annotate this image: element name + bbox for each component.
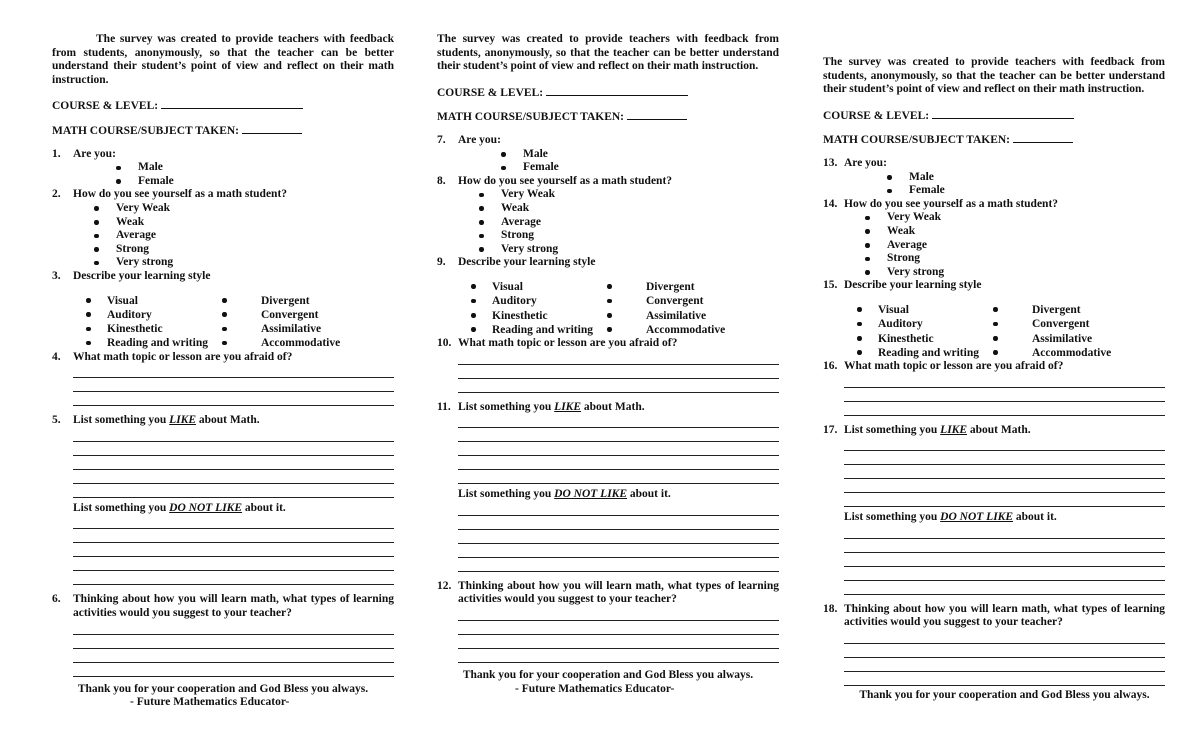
answer-line[interactable] — [73, 428, 394, 442]
course-level-blank[interactable] — [546, 85, 688, 96]
dislike-prefix: List something you — [73, 501, 170, 514]
question-activities — [52, 593, 394, 620]
option-very-strong[interactable]: Very strong — [823, 266, 1165, 280]
answer-line[interactable] — [458, 649, 779, 663]
like-word: LIKE — [940, 423, 968, 436]
style-options-left — [823, 303, 989, 360]
answer-lines — [458, 502, 779, 572]
like-suffix: about Math. — [581, 400, 645, 413]
question-text: What math topic or lesson are you afraid of? — [73, 350, 293, 363]
option-visual[interactable]: Visual — [52, 294, 218, 308]
question-afraid-topic — [437, 337, 779, 351]
option-divergent[interactable]: Divergent — [989, 303, 1149, 317]
learning-style-options — [52, 294, 394, 351]
course-level-label: COURSE & LEVEL: — [52, 100, 159, 113]
answer-line[interactable] — [73, 470, 394, 484]
option-kinesthetic[interactable]: Kinesthetic — [823, 332, 989, 346]
answer-line[interactable] — [73, 621, 394, 635]
course-level-label: COURSE & LEVEL: — [823, 109, 930, 122]
course-level-field — [823, 108, 1165, 124]
question-gender — [52, 148, 394, 162]
answer-line[interactable] — [458, 414, 779, 428]
survey-column-1 — [52, 33, 394, 710]
answer-line[interactable] — [844, 493, 1165, 507]
answer-lines — [844, 630, 1165, 686]
question-text: Describe your learning style — [458, 256, 596, 269]
gender-options — [823, 171, 1165, 198]
option-strong[interactable]: Strong — [437, 229, 779, 243]
question-dislike — [437, 488, 779, 502]
question-number: 2. — [52, 188, 61, 201]
question-learning-style — [437, 256, 779, 270]
question-learning-style — [52, 270, 394, 284]
question-number: 4. — [52, 350, 61, 363]
gender-options — [437, 148, 779, 175]
answer-lines — [458, 607, 779, 663]
style-options-right — [603, 280, 763, 337]
subject-label: MATH COURSE/SUBJECT TAKEN: — [52, 124, 240, 137]
question-dislike — [823, 511, 1165, 525]
survey-column-2 — [437, 33, 779, 696]
question-self-view — [823, 198, 1165, 212]
question-afraid-topic — [823, 360, 1165, 374]
answer-line[interactable] — [458, 428, 779, 442]
option-visual[interactable]: Visual — [437, 280, 603, 294]
option-auditory[interactable]: Auditory — [52, 308, 218, 322]
option-very-weak[interactable]: Very Weak — [52, 202, 394, 216]
option-strong[interactable]: Strong — [823, 252, 1165, 266]
question-afraid-topic — [52, 351, 394, 365]
question-dislike — [52, 502, 394, 516]
answer-line[interactable] — [73, 364, 394, 378]
question-number: 10. — [437, 337, 452, 350]
answer-line[interactable] — [458, 621, 779, 635]
answer-line[interactable] — [458, 442, 779, 456]
option-divergent[interactable]: Divergent — [603, 280, 763, 294]
survey-intro: The survey was created to provide teachers with feedback from students, anonymously, so that the teacher can be better understand their student’s point of view and reflect on their math instruction. — [437, 33, 779, 73]
option-reading-writing[interactable]: Reading and writing — [52, 336, 218, 350]
question-text: Thinking about how you will learn math, what types of learning activities would you suggest to your teacher? — [844, 602, 1165, 629]
question-number: 9. — [437, 256, 446, 269]
answer-line[interactable] — [73, 663, 394, 677]
course-level-label: COURSE & LEVEL: — [437, 86, 544, 99]
option-convergent[interactable]: Convergent — [989, 317, 1149, 331]
answer-line[interactable] — [844, 539, 1165, 553]
question-self-view — [437, 175, 779, 189]
question-number: 1. — [52, 147, 61, 160]
thanks-message: Thank you for your cooperation and God Bless you always. — [859, 689, 1150, 702]
question-text: Thinking about how you will learn math, what types of learning activities would you suggest to your teacher? — [73, 593, 394, 620]
answer-lines — [73, 621, 394, 677]
question-number: 3. — [52, 269, 61, 282]
style-options-left — [437, 280, 603, 337]
answer-line[interactable] — [73, 649, 394, 663]
survey-intro: The survey was created to provide teachers with feedback from students, anonymously, so that the teacher can be better understand their student’s point of view and reflect on their math instruction. — [52, 33, 394, 86]
answer-line[interactable] — [458, 530, 779, 544]
question-learning-style — [823, 279, 1165, 293]
signature: - Future Mathematics Educator- — [130, 696, 290, 709]
subject-field — [437, 109, 779, 125]
question-number: 18. — [823, 602, 838, 615]
question-number: 8. — [437, 174, 446, 187]
option-convergent[interactable]: Convergent — [218, 308, 378, 322]
question-number: 5. — [52, 414, 61, 427]
answer-line[interactable] — [458, 351, 779, 365]
survey-intro: The survey was created to provide teachers with feedback from students, anonymously, so that the teacher can be better understand their student’s point of view and reflect on their math instruction. — [823, 56, 1165, 96]
question-text: How do you see yourself as a math student? — [844, 197, 1059, 210]
question-text: How do you see yourself as a math student? — [73, 188, 288, 201]
subject-blank[interactable] — [627, 109, 687, 120]
self-view-options — [823, 211, 1165, 279]
subject-blank[interactable] — [1013, 132, 1073, 143]
option-male[interactable]: Male — [823, 171, 1165, 185]
course-level-field — [437, 85, 779, 101]
option-convergent[interactable]: Convergent — [603, 294, 763, 308]
answer-line[interactable] — [844, 553, 1165, 567]
question-number: 13. — [823, 156, 838, 169]
answer-line[interactable] — [458, 516, 779, 530]
option-weak[interactable]: Weak — [823, 225, 1165, 239]
answer-line[interactable] — [844, 479, 1165, 493]
answer-line[interactable] — [458, 635, 779, 649]
option-accommodative[interactable]: Accommodative — [218, 336, 378, 350]
answer-line[interactable] — [458, 365, 779, 379]
question-text: Thinking about how you will learn math, what types of learning activities would you suggest to your teacher? — [458, 579, 779, 606]
answer-line[interactable] — [73, 635, 394, 649]
answer-line[interactable] — [73, 456, 394, 470]
answer-line[interactable] — [844, 374, 1165, 388]
question-number: 11. — [437, 400, 451, 413]
subject-label: MATH COURSE/SUBJECT TAKEN: — [437, 111, 625, 124]
like-prefix: List something you — [73, 414, 170, 427]
option-average[interactable]: Average — [52, 229, 394, 243]
option-average[interactable]: Average — [437, 216, 779, 230]
answer-line[interactable] — [458, 544, 779, 558]
dislike-prefix: List something you — [458, 488, 555, 501]
option-kinesthetic[interactable]: Kinesthetic — [437, 309, 603, 323]
option-very-strong[interactable]: Very strong — [52, 256, 394, 270]
answer-line[interactable] — [73, 571, 394, 585]
answer-line[interactable] — [458, 607, 779, 621]
answer-line[interactable] — [73, 442, 394, 456]
learning-style-options — [437, 280, 779, 337]
question-self-view — [52, 188, 394, 202]
answer-lines — [844, 437, 1165, 507]
option-auditory[interactable]: Auditory — [437, 294, 603, 308]
like-word: LIKE — [554, 400, 582, 413]
answer-lines — [458, 351, 779, 393]
dislike-word: DO NOT LIKE — [554, 488, 628, 501]
question-text: What math topic or lesson are you afraid of? — [458, 337, 678, 350]
like-word: LIKE — [169, 414, 197, 427]
gender-options — [52, 161, 394, 188]
answer-line[interactable] — [73, 484, 394, 498]
option-female[interactable]: Female — [437, 161, 779, 175]
option-average[interactable]: Average — [823, 239, 1165, 253]
option-male[interactable]: Male — [52, 161, 394, 175]
dislike-word: DO NOT LIKE — [169, 501, 243, 514]
answer-line[interactable] — [458, 470, 779, 484]
option-visual[interactable]: Visual — [823, 303, 989, 317]
like-prefix: List something you — [458, 400, 555, 413]
question-text: How do you see yourself as a math student? — [458, 174, 673, 187]
option-male[interactable]: Male — [437, 148, 779, 162]
answer-lines — [73, 428, 394, 498]
question-number: 14. — [823, 197, 838, 210]
option-very-weak[interactable]: Very Weak — [437, 188, 779, 202]
answer-line[interactable] — [73, 378, 394, 392]
question-activities — [437, 580, 779, 607]
subject-blank[interactable] — [242, 123, 302, 134]
answer-line[interactable] — [844, 465, 1165, 479]
question-text: Are you: — [458, 133, 501, 146]
option-reading-writing[interactable]: Reading and writing — [437, 323, 603, 337]
like-prefix: List something you — [844, 423, 941, 436]
option-assimilative[interactable]: Assimilative — [603, 309, 763, 323]
option-assimilative[interactable]: Assimilative — [218, 322, 378, 336]
answer-line[interactable] — [458, 456, 779, 470]
like-suffix: about Math. — [967, 423, 1031, 436]
question-text: Are you: — [73, 147, 116, 160]
course-level-blank[interactable] — [932, 108, 1074, 119]
signature: - Future Mathematics Educator- — [515, 682, 675, 695]
answer-line[interactable] — [73, 557, 394, 571]
answer-line[interactable] — [844, 630, 1165, 644]
subject-field — [52, 123, 394, 139]
question-text: Describe your learning style — [73, 269, 211, 282]
course-level-blank[interactable] — [161, 98, 303, 109]
question-like — [437, 401, 779, 415]
answer-line[interactable] — [844, 402, 1165, 416]
question-number: 16. — [823, 360, 838, 373]
answer-line[interactable] — [844, 388, 1165, 402]
question-text: Describe your learning style — [844, 279, 982, 292]
option-strong[interactable]: Strong — [52, 243, 394, 257]
option-very-weak[interactable]: Very Weak — [823, 211, 1165, 225]
answer-lines — [844, 525, 1165, 595]
answer-line[interactable] — [844, 437, 1165, 451]
self-view-options — [52, 202, 394, 270]
answer-line[interactable] — [73, 515, 394, 529]
subject-label: MATH COURSE/SUBJECT TAKEN: — [823, 134, 1011, 147]
option-reading-writing[interactable]: Reading and writing — [823, 346, 989, 360]
answer-line[interactable] — [458, 502, 779, 516]
dislike-suffix: about it. — [627, 488, 671, 501]
answer-line[interactable] — [844, 658, 1165, 672]
option-accommodative[interactable]: Accommodative — [989, 346, 1149, 360]
option-female[interactable]: Female — [52, 175, 394, 189]
option-weak[interactable]: Weak — [52, 216, 394, 230]
answer-lines — [844, 374, 1165, 416]
answer-lines — [73, 364, 394, 406]
question-text: What math topic or lesson are you afraid of? — [844, 360, 1064, 373]
question-number: 12. — [437, 579, 452, 592]
dislike-suffix: about it. — [1013, 511, 1057, 524]
subject-field — [823, 132, 1165, 148]
self-view-options — [437, 188, 779, 256]
dislike-prefix: List something you — [844, 511, 941, 524]
option-female[interactable]: Female — [823, 184, 1165, 198]
answer-lines — [73, 515, 394, 585]
question-number: 7. — [437, 133, 446, 146]
thanks-message: Thank you for your cooperation and God Bless you always. — [77, 682, 369, 695]
answer-line[interactable] — [844, 525, 1165, 539]
answer-line[interactable] — [458, 558, 779, 572]
answer-line[interactable] — [844, 672, 1165, 686]
thanks-message: Thank you for your cooperation and God Bless you always. — [462, 669, 754, 682]
answer-line[interactable] — [844, 644, 1165, 658]
option-accommodative[interactable]: Accommodative — [603, 323, 763, 337]
answer-line[interactable] — [844, 567, 1165, 581]
question-like — [823, 424, 1165, 438]
style-options-left — [52, 294, 218, 351]
question-text: Are you: — [844, 156, 887, 169]
answer-line[interactable] — [844, 451, 1165, 465]
question-number: 15. — [823, 279, 838, 292]
answer-line[interactable] — [73, 543, 394, 557]
answer-line[interactable] — [458, 379, 779, 393]
survey-column-3 — [823, 56, 1165, 703]
option-divergent[interactable]: Divergent — [218, 294, 378, 308]
dislike-word: DO NOT LIKE — [940, 511, 1014, 524]
question-gender — [437, 134, 779, 148]
dislike-suffix: about it. — [242, 501, 286, 514]
question-number: 17. — [823, 423, 838, 436]
style-options-right — [989, 303, 1149, 360]
answer-line[interactable] — [73, 392, 394, 406]
answer-line[interactable] — [73, 529, 394, 543]
question-gender — [823, 157, 1165, 171]
learning-style-options — [823, 303, 1165, 360]
option-assimilative[interactable]: Assimilative — [989, 332, 1149, 346]
course-level-field — [52, 98, 394, 114]
question-activities — [823, 603, 1165, 630]
style-options-right — [218, 294, 378, 351]
like-suffix: about Math. — [196, 414, 260, 427]
option-kinesthetic[interactable]: Kinesthetic — [52, 322, 218, 336]
answer-lines — [458, 414, 779, 484]
answer-line[interactable] — [844, 581, 1165, 595]
question-number: 6. — [52, 593, 61, 606]
option-weak[interactable]: Weak — [437, 202, 779, 216]
option-very-strong[interactable]: Very strong — [437, 243, 779, 257]
option-auditory[interactable]: Auditory — [823, 317, 989, 331]
question-like — [52, 414, 394, 428]
